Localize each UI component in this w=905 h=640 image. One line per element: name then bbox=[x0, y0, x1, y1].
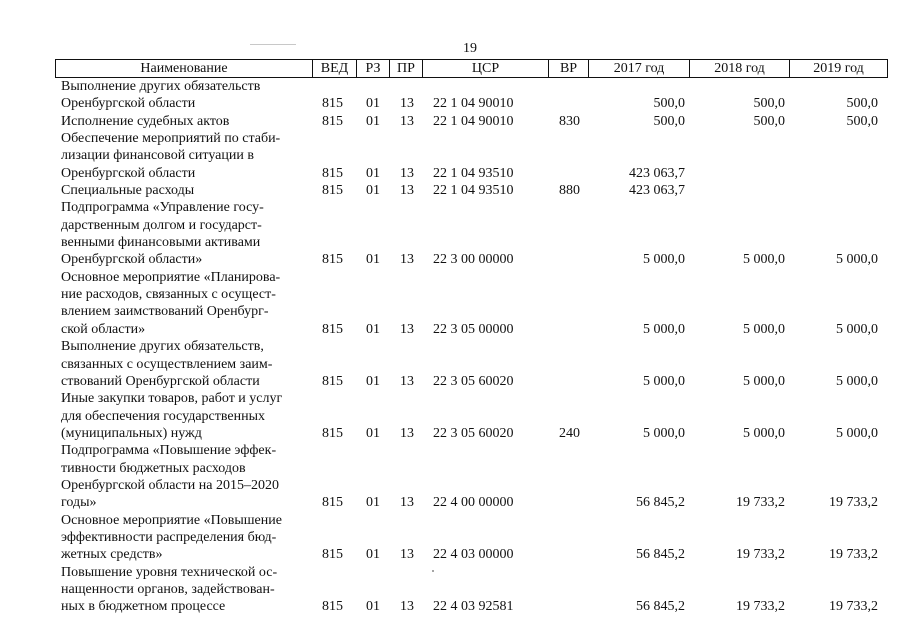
cell-2017: 56 845,2 bbox=[636, 495, 685, 511]
row-name-line: Исполнение судебных актов bbox=[61, 113, 230, 129]
table-row bbox=[0, 442, 905, 511]
cell-rz: 01 bbox=[366, 373, 380, 389]
table-row bbox=[0, 512, 905, 564]
cell-ved: 815 bbox=[322, 96, 343, 112]
cell-rz: 01 bbox=[366, 96, 380, 112]
cell-pr: 13 bbox=[400, 113, 414, 129]
row-name-line: жетных средств» bbox=[61, 547, 163, 563]
table-row bbox=[0, 269, 905, 338]
row-name-line: годы» bbox=[61, 495, 97, 511]
cell-rz: 01 bbox=[366, 321, 380, 337]
table-row bbox=[0, 130, 905, 182]
row-name-line: эффективности распределения бюд- bbox=[61, 529, 277, 545]
cell-csr: 22 3 00 00000 bbox=[433, 252, 514, 268]
header-2019: 2019 год bbox=[790, 60, 888, 78]
cell-2019: 500,0 bbox=[846, 113, 878, 129]
row-name-line: ствований Оренбургской области bbox=[61, 373, 260, 389]
cell-2017: 56 845,2 bbox=[636, 599, 685, 615]
row-name-line: Подпрограмма «Управление госу- bbox=[61, 200, 264, 216]
cell-vr: 240 bbox=[559, 425, 580, 441]
cell-ved: 815 bbox=[322, 547, 343, 563]
row-name-line: Основное мероприятие «Планирова- bbox=[61, 269, 281, 285]
cell-pr: 13 bbox=[400, 425, 414, 441]
table-body bbox=[0, 78, 905, 616]
cell-rz: 01 bbox=[366, 599, 380, 615]
cell-csr: 22 4 03 00000 bbox=[433, 547, 514, 563]
row-name-line: Выполнение других обязательств bbox=[61, 79, 261, 94]
table-row bbox=[0, 113, 905, 130]
page-number: 19 bbox=[463, 41, 477, 56]
cell-rz: 01 bbox=[366, 165, 380, 181]
row-name-line: ской области» bbox=[61, 321, 146, 337]
cell-ved: 815 bbox=[322, 165, 343, 181]
row-name-line: ных в бюджетном процессе bbox=[61, 599, 226, 615]
cell-2018: 500,0 bbox=[753, 113, 785, 129]
table-row bbox=[0, 390, 905, 442]
cell-2018: 19 733,2 bbox=[736, 599, 785, 615]
cell-rz: 01 bbox=[366, 495, 380, 511]
header-rz: РЗ bbox=[357, 60, 390, 78]
row-name-line: лизации финансовой ситуации в bbox=[61, 148, 254, 164]
row-name-line: связанных с осуществлением заим- bbox=[61, 356, 273, 372]
cell-2017: 500,0 bbox=[653, 113, 685, 129]
cell-pr: 13 bbox=[400, 96, 414, 112]
cell-2017: 500,0 bbox=[653, 96, 685, 112]
cell-2019: 5 000,0 bbox=[836, 373, 878, 389]
header-name: Наименование bbox=[56, 60, 313, 78]
cell-vr: 830 bbox=[559, 113, 580, 129]
cell-2018: 5 000,0 bbox=[743, 373, 785, 389]
cell-2019: 19 733,2 bbox=[829, 599, 878, 615]
cell-ved: 815 bbox=[322, 252, 343, 268]
cell-csr: 22 1 04 90010 bbox=[433, 96, 514, 112]
row-name-line: для обеспечения государственных bbox=[61, 408, 265, 424]
row-name-line: влением заимствований Оренбург- bbox=[61, 304, 269, 320]
cell-2019: 5 000,0 bbox=[836, 252, 878, 268]
cell-pr: 13 bbox=[400, 547, 414, 563]
cell-csr: 22 3 05 60020 bbox=[433, 373, 514, 389]
row-name-line: (муниципальных) нужд bbox=[61, 425, 202, 441]
cell-csr: 22 4 00 00000 bbox=[433, 495, 514, 511]
cell-2017: 5 000,0 bbox=[643, 425, 685, 441]
row-name-line: венными финансовыми активами bbox=[61, 235, 261, 251]
scan-artifact-line bbox=[250, 44, 296, 45]
header-vr: ВР bbox=[549, 60, 589, 78]
cell-pr: 13 bbox=[400, 165, 414, 181]
row-name-line: Выполнение других обязательств, bbox=[61, 339, 264, 355]
cell-2019: 19 733,2 bbox=[829, 547, 878, 563]
row-name-line: Оренбургской области bbox=[61, 96, 196, 112]
row-name-line: нащенности органов, задействован- bbox=[61, 581, 275, 597]
cell-pr: 13 bbox=[400, 495, 414, 511]
cell-rz: 01 bbox=[366, 113, 380, 129]
cell-rz: 01 bbox=[366, 547, 380, 563]
row-name-line: дарственным долгом и государст- bbox=[61, 217, 262, 233]
row-name-line: тивности бюджетных расходов bbox=[61, 460, 246, 476]
cell-2017: 5 000,0 bbox=[643, 321, 685, 337]
cell-ved: 815 bbox=[322, 321, 343, 337]
cell-ved: 815 bbox=[322, 495, 343, 511]
cell-ved: 815 bbox=[322, 113, 343, 129]
table-row bbox=[0, 564, 905, 616]
cell-ved: 815 bbox=[322, 425, 343, 441]
row-name-line: Оренбургской области» bbox=[61, 252, 203, 268]
cell-csr: 22 3 05 60020 bbox=[433, 425, 514, 441]
cell-pr: 13 bbox=[400, 321, 414, 337]
row-name-line: Иные закупки товаров, работ и услуг bbox=[61, 391, 283, 407]
cell-ved: 815 bbox=[322, 373, 343, 389]
cell-csr: 22 1 04 93510 bbox=[433, 183, 514, 199]
cell-rz: 01 bbox=[366, 183, 380, 199]
cell-pr: 13 bbox=[400, 599, 414, 615]
table-row bbox=[0, 199, 905, 268]
cell-ved: 815 bbox=[322, 183, 343, 199]
cell-2017: 423 063,7 bbox=[629, 183, 685, 199]
row-name-line: Оренбургской области на 2015–2020 bbox=[61, 477, 279, 493]
header-ved: ВЕД bbox=[313, 60, 357, 78]
table-row bbox=[0, 182, 905, 199]
cell-2018: 5 000,0 bbox=[743, 252, 785, 268]
cell-2018: 5 000,0 bbox=[743, 425, 785, 441]
cell-csr: 22 1 04 93510 bbox=[433, 165, 514, 181]
row-name-line: Обеспечение мероприятий по стаби- bbox=[61, 131, 281, 147]
cell-pr: 13 bbox=[400, 373, 414, 389]
cell-2017: 5 000,0 bbox=[643, 373, 685, 389]
cell-2019: 5 000,0 bbox=[836, 321, 878, 337]
cell-csr: 22 1 04 90010 bbox=[433, 113, 514, 129]
header-2018: 2018 год bbox=[690, 60, 790, 78]
cell-2019: 19 733,2 bbox=[829, 495, 878, 511]
cell-csr: 22 4 03 92581 bbox=[433, 599, 514, 615]
row-name-line: Повышение уровня технической ос- bbox=[61, 564, 278, 580]
cell-2018: 19 733,2 bbox=[736, 547, 785, 563]
header-pr: ПР bbox=[390, 60, 423, 78]
cell-2017: 423 063,7 bbox=[629, 165, 685, 181]
cell-pr: 13 bbox=[400, 183, 414, 199]
cell-rz: 01 bbox=[366, 252, 380, 268]
cell-2018: 5 000,0 bbox=[743, 321, 785, 337]
cell-2017: 5 000,0 bbox=[643, 252, 685, 268]
cell-vr: 880 bbox=[559, 183, 580, 199]
cell-2018: 500,0 bbox=[753, 96, 785, 112]
cell-csr: 22 3 05 00000 bbox=[433, 321, 514, 337]
row-name-line: Подпрограмма «Повышение эффек- bbox=[61, 443, 277, 459]
table-row bbox=[0, 78, 905, 113]
cell-2018: 19 733,2 bbox=[736, 495, 785, 511]
header-csr: ЦСР bbox=[423, 60, 549, 78]
cell-2019: 5 000,0 bbox=[836, 425, 878, 441]
row-name-line: Основное мероприятие «Повышение bbox=[61, 512, 282, 528]
table-header bbox=[55, 59, 888, 78]
row-name-line: Оренбургской области bbox=[61, 165, 196, 181]
cell-rz: 01 bbox=[366, 425, 380, 441]
row-name-line: ние расходов, связанных с осущест- bbox=[61, 287, 276, 303]
table-row bbox=[0, 338, 905, 390]
cell-2017: 56 845,2 bbox=[636, 547, 685, 563]
cell-2019: 500,0 bbox=[846, 96, 878, 112]
row-name-line: Специальные расходы bbox=[61, 183, 195, 199]
cell-pr: 13 bbox=[400, 252, 414, 268]
cell-ved: 815 bbox=[322, 599, 343, 615]
header-2017: 2017 год bbox=[589, 60, 690, 78]
